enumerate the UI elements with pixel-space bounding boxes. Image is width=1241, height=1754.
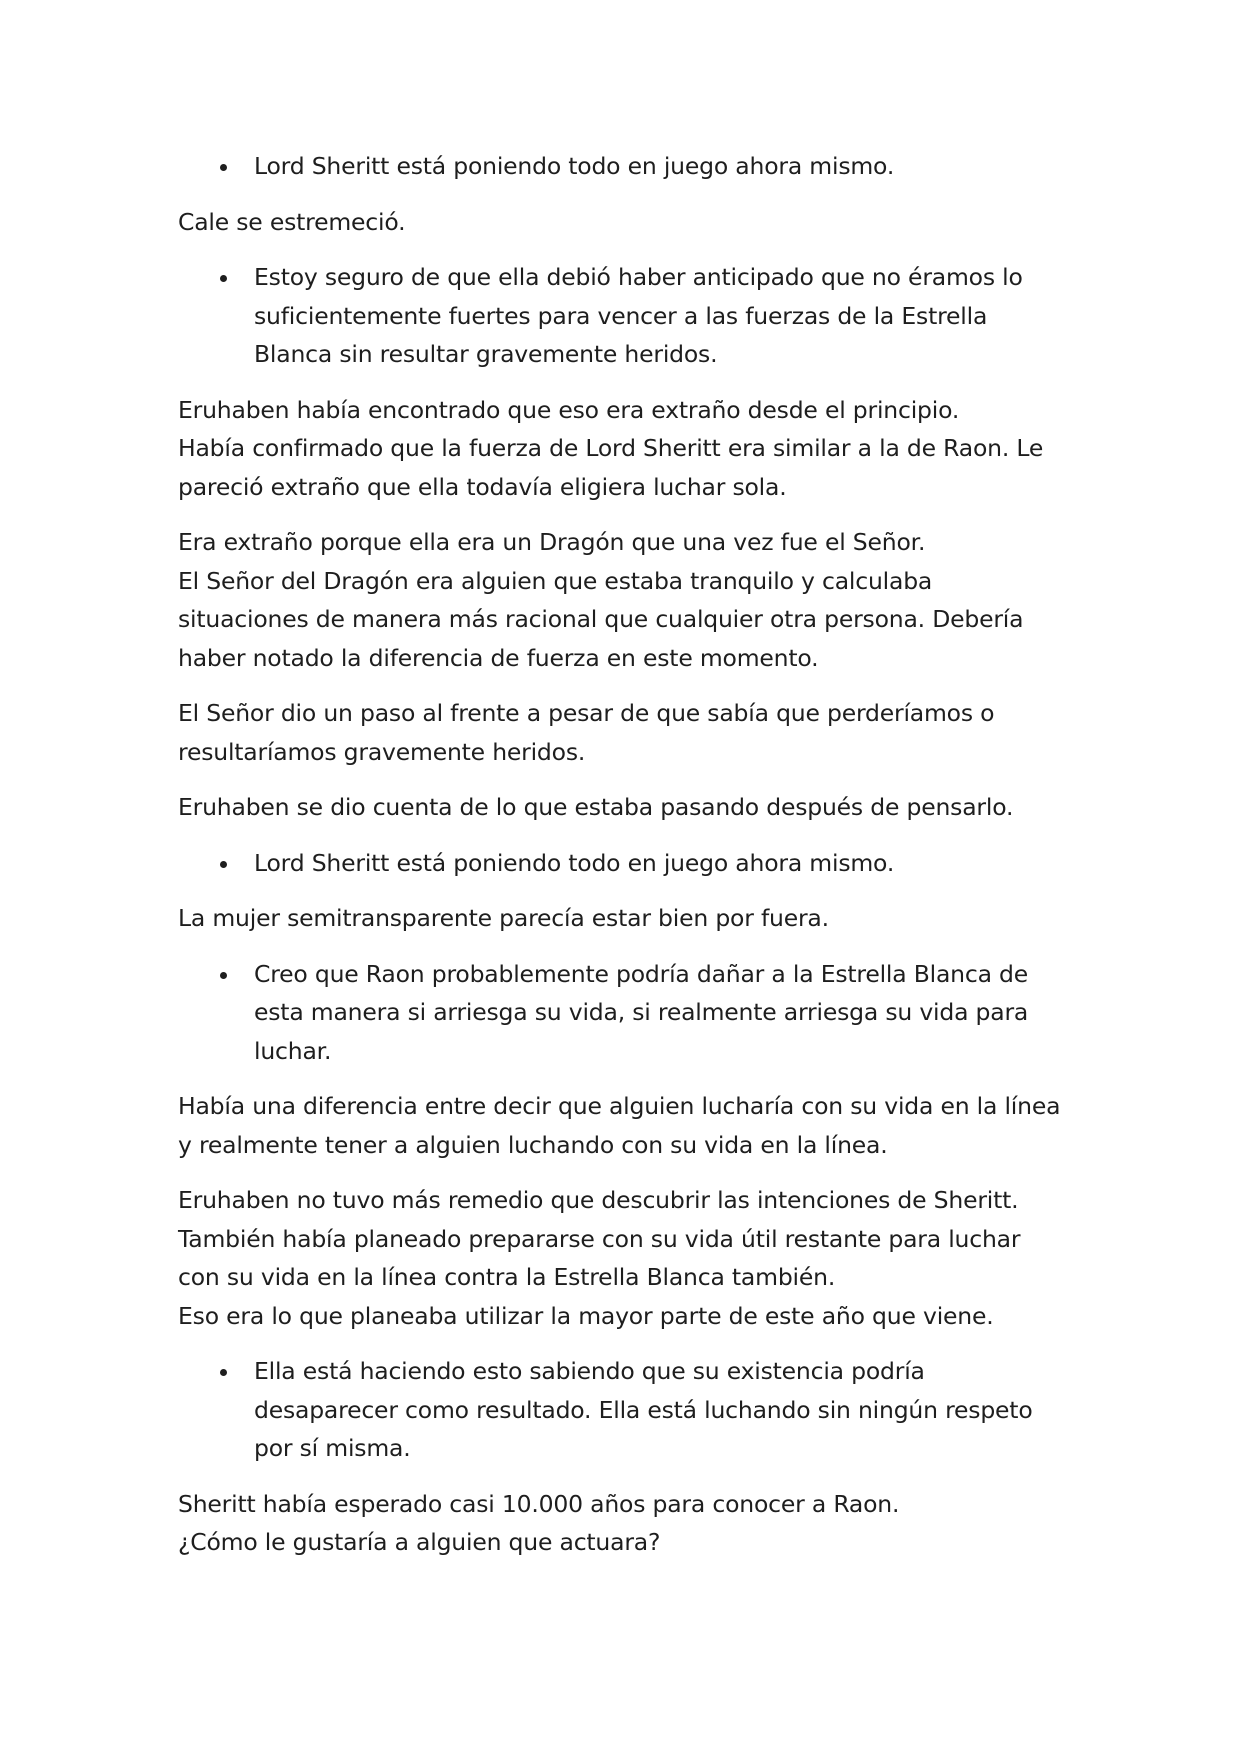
paragraph [178,391,1078,507]
text-line: suficientemente fuertes para vencer a las fuerzas de la Estrella [254,301,988,330]
paragraph [178,694,1078,771]
bullet-item [178,955,1078,1071]
text-line: situaciones de manera más racional que cualquier otra persona. Debería [178,605,1024,633]
text-line: pareció extraño que ella todavía eligiera luchar sola. [178,472,787,501]
text-line: Sheritt había esperado casi 10.000 años para conocer a Raon. [178,1489,900,1518]
text-line: Ella está haciendo esto sabiendo que su existencia podría [254,1357,925,1385]
text-line: Había confirmado que la fuerza de Lord Sheritt era similar a la de Raon. Le [178,434,1044,462]
bullet-dot-icon [220,1369,227,1376]
bullet-item [178,147,1078,186]
bullet-dot-icon [220,164,227,171]
text-line: con su vida en la línea contra la Estrella Blanca también. [178,1263,836,1291]
paragraph [178,899,1078,938]
text-line: Había una diferencia entre decir que alguien lucharía con su vida en la línea [178,1092,1061,1120]
text-line: Eruhaben se dio cuenta de lo que estaba pasando después de pensarlo. [178,793,1014,821]
text-line: y realmente tener a alguien luchando con su vida en la línea. [178,1130,888,1159]
paragraph [178,788,1078,827]
text-line: ¿Cómo le gustaría a alguien que actuara? [178,1528,661,1556]
text-line: Eruhaben había encontrado que eso era extraño desde el principio. [178,395,960,424]
bullet-item [178,844,1078,883]
paragraph [178,1181,1078,1335]
text-line: El Señor del Dragón era alguien que estaba tranquilo y calculaba [178,566,933,595]
document-body [178,147,1078,1579]
bullet-item [178,258,1078,374]
text-line: Lord Sheritt está poniendo todo en juego ahora mismo. [254,848,895,877]
text-line: Estoy seguro de que ella debió haber anticipado que no éramos lo [254,263,1023,291]
paragraph [178,523,1078,677]
paragraph [178,1485,1078,1562]
text-line: Eruhaben no tuvo más remedio que descubrir las intenciones de Sheritt. [178,1186,1019,1214]
text-line: Eso era lo que planeaba utilizar la mayor parte de este año que viene. [178,1301,994,1330]
text-line: Lord Sheritt está poniendo todo en juego ahora mismo. [254,152,895,180]
paragraph [178,203,1078,242]
text-line: Cale se estremeció. [178,207,406,236]
text-line: desaparecer como resultado. Ella está luchando sin ningún respeto [254,1395,1033,1424]
text-line: Era extraño porque ella era un Dragón que una vez fue el Señor. [178,528,926,556]
bullet-dot-icon [220,275,227,282]
text-line: Creo que Raon probablemente podría dañar a la Estrella Blanca de [254,959,1029,988]
text-line: resultaríamos gravemente heridos. [178,737,586,766]
text-line: por sí misma. [254,1434,411,1462]
text-line: Blanca sin resultar gravemente heridos. [254,340,718,368]
text-line: esta manera si arriesga su vida, si realmente arriesga su vida para [254,998,1029,1026]
bullet-item [178,1352,1078,1468]
text-line: La mujer semitransparente parecía estar bien por fuera. [178,904,829,932]
bullet-dot-icon [220,861,227,868]
text-line: El Señor dio un paso al frente a pesar de que sabía que perderíamos o [178,699,995,727]
paragraph [178,1087,1078,1164]
text-line: haber notado la diferencia de fuerza en este momento. [178,643,819,672]
bullet-dot-icon [220,972,227,979]
text-line: luchar. [254,1036,332,1065]
text-line: También había planeado prepararse con su vida útil restante para luchar [178,1224,1021,1253]
